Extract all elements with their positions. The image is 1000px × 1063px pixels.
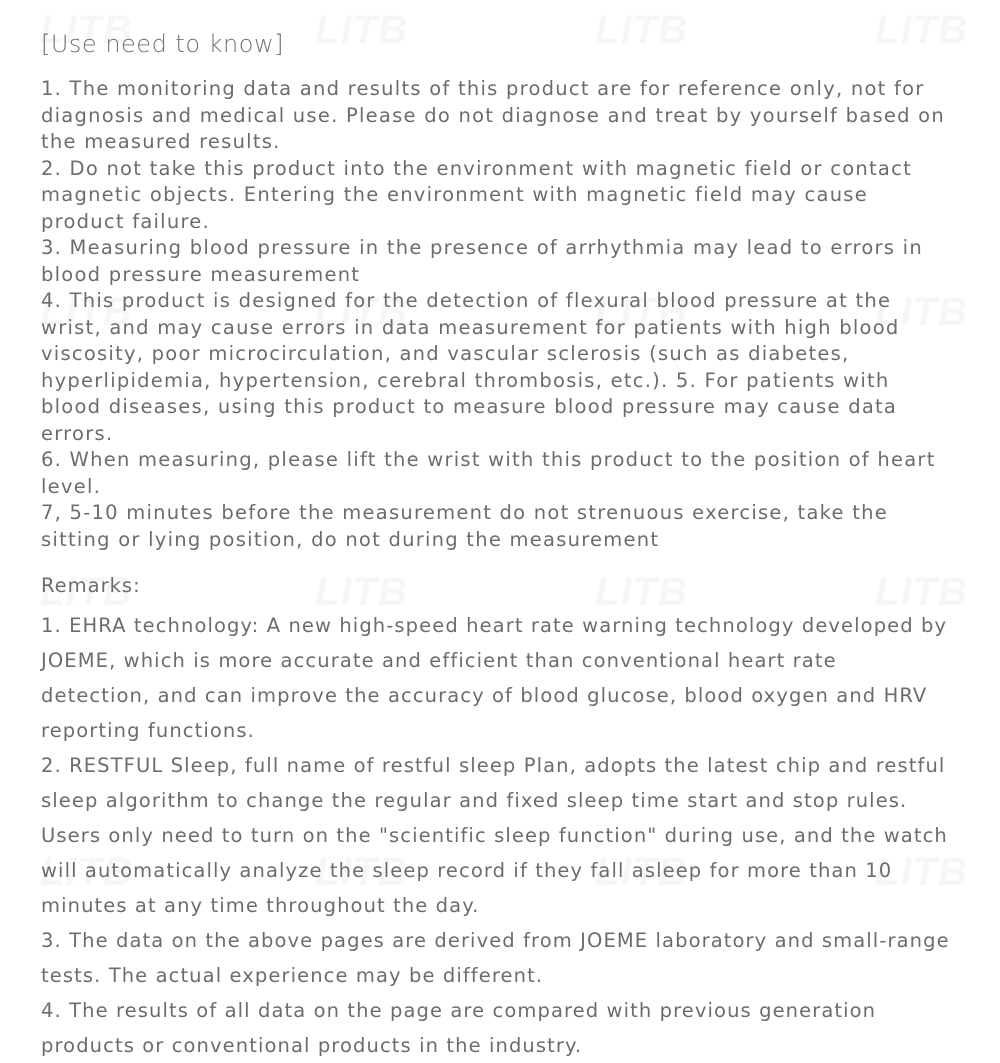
notice-list [41,76,950,553]
remark-item-3: 3. The data on the above pages are derived from JOEME laboratory and small-range tests. The actual experience may be different. [41,929,950,987]
notice-item-3: 3. Measuring blood pressure in the presence of arrhythmia may lead to errors in blood pressure measurement [41,236,923,286]
notice-item-4: 4. This product is designed for the detection of flexural blood pressure at the wrist, and may cause errors in data measurement for patients with high blood viscosity, poor microcirculation, and vascular sclerosis (such as diabetes, hyperlipidemia, hypertension, cerebral thrombosis, etc.). 5. For patients with blood diseases, using this product to measure blood pressure may cause data errors. [41,289,900,445]
remark-item-2: 2. RESTFUL Sleep, full name of restful sleep Plan, adopts the latest chip and restful sleep algorithm to change the regular and fixed sleep time start and stop rules. Users only need to turn on the "scientific sleep function" during use, and the watch will automatically analyze the sleep record if they fall asleep for more than 10 minutes at any time throughout the day. [41,754,948,917]
remark-item-1: 1. EHRA technology: A new high-speed heart rate warning technology developed by JOEME, which is more accurate and efficient than conventional heart rate detection, and can improve the accuracy of blood glucose, blood oxygen and HRV reporting functions. [41,614,948,742]
section-heading: [Use need to know] [41,30,284,58]
notice-item-7: 7, 5-10 minutes before the measurement do not strenuous exercise, take the sitting or lying position, do not during the measurement [41,501,888,551]
notice-item-6: 6. When measuring, please lift the wrist with this product to the position of heart level. [41,448,936,498]
remarks-title: Remarks: [41,574,141,597]
notice-item-2: 2. Do not take this product into the environment with magnetic field or contact magnetic objects. Entering the environment with magnetic field may cause product failure. [41,156,912,233]
remark-item-4: 4. The results of all data on the page are compared with previous generation products or conventional products in the industry. [41,999,877,1057]
remarks-list [41,608,950,1063]
notice-item-1: 1. The monitoring data and results of this product are for reference only, not for diagnosis and medical use. Please do not diagnose and treat by yourself based on the measured results. [41,77,945,153]
